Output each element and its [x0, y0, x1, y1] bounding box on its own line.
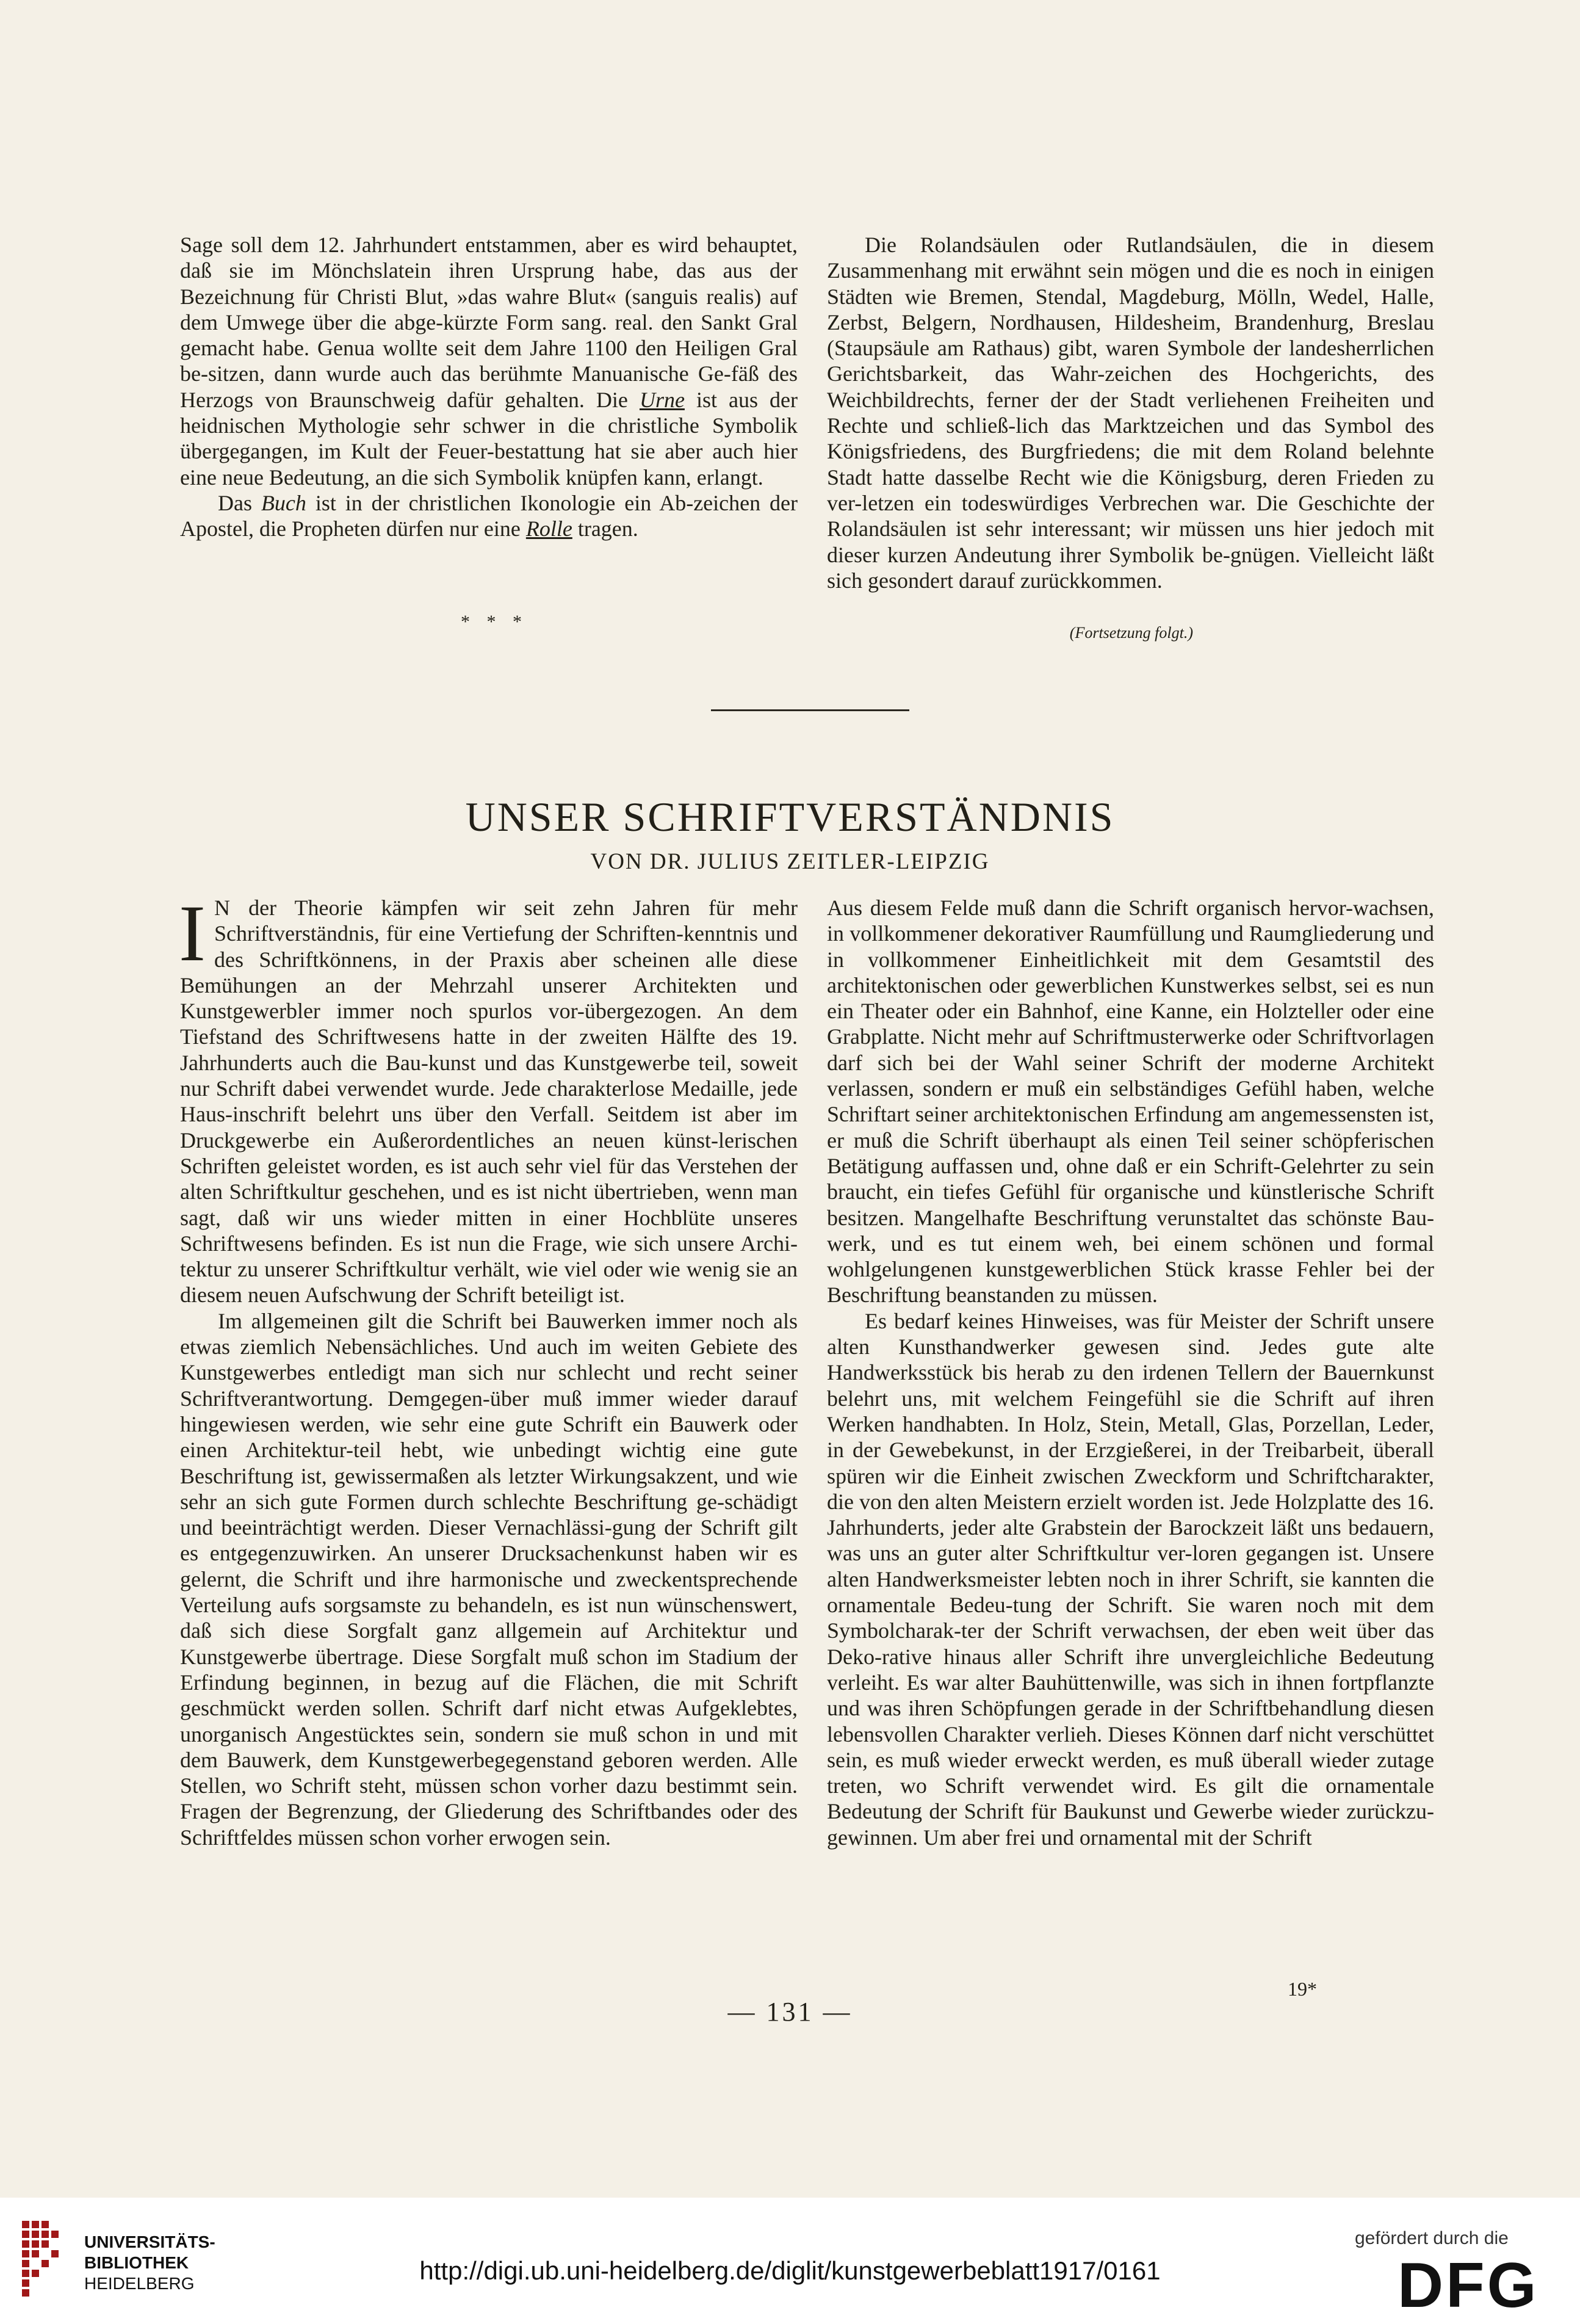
paragraph: Das Buch ist in der christlichen Ikonologie ein Ab-zeichen der Apostel, die Propheten dürfen nur eine Rolle tragen.: [180, 490, 798, 541]
dfg-logo: DFG: [1398, 2250, 1539, 2321]
previous-article-right-column: [827, 232, 1434, 593]
permalink-url[interactable]: http://digi.ub.uni-heidelberg.de/diglit/kunstgewerbeblatt1917/0161: [419, 2256, 1161, 2285]
previous-article-left-column: [180, 232, 798, 542]
paragraph: Im allgemeinen gilt die Schrift bei Bauwerken immer noch als etwas ziemlich Nebensächliches. Und auch im weiten Gebiete des Kunstgewerbes entledigt man sich nur schlecht und recht seiner Schriftverantwortung. Demgegen-über muß immer wieder darauf hingewiesen werden, wie sehr eine gute Schrift ein Bauwerk oder einen Architektur-teil hebt, wie unbedingt wichtig eine gute Beschriftung ist, gewissermaßen als letzter Wirkungsakzent, und wie sehr an sich gute Formen durch schlechte Beschriftung ge-schädigt und beeinträchtigt werden. Dieser Vernachlässi-gung der Schrift gilt es entgegenzuwirken. An unserer Drucksachenkunst haben wir es gelernt, die Schrift und ihre harmonische und zweckentsprechende Verteilung aufs sorgsamste zu behandeln, es ist nun wünschenswert, daß sich diese Sorgfalt ganz allgemein auf Architektur und Kunstgewerbe übertrage. Diese Sorgfalt muß schon im Stadium der Erfindung beginnen, in bezug auf die Flächen, die mit Schrift geschmückt werden sollen. Schrift darf nicht etwas Aufgeklebtes, unorganisch Angestücktes sein, sondern sie muß schon in und mit dem Bauwerk, dem Kunstgewerbegegenstand geboren werden. Alle Stellen, wo Schrift steht, müssen schon vorher dazu bestimmt sein. Fragen der Begrenzung, der Gliederung des Schriftbandes oder des Schriftfeldes müssen schon vorher erwogen sein.: [180, 1308, 798, 1850]
asterism-divider: * * *: [461, 612, 528, 632]
article-right-column: [827, 895, 1434, 1850]
drop-cap: I: [179, 888, 206, 978]
emphasis-buch: Buch: [261, 490, 306, 515]
article-title: UNSER SCHRIFTVERSTÄNDNIS: [465, 794, 1115, 840]
footer-bar: [0, 2198, 1580, 2324]
funding-label: gefördert durch die: [1355, 2228, 1509, 2248]
paragraph: Es bedarf keines Hinweises, was für Meister der Schrift unsere alten Kunsthandwerker gewesen sind. Jedes gute alte Handwerksstück bis herab zu den irdenen Tellern der Bauernkunst belehrt uns, mit welchem Feingefühl sie die Schrift auf ihren Werken handhabten. In Holz, Stein, Metall, Glas, Porzellan, Leder, in der Gewebekunst, in der Erzgießerei, in der Treibarbeit, überall spüren wir die Einheit zwischen Zweckform und Schriftcharakter, die von den alten Meistern erzielt worden ist. Jede Holzplatte des 16. Jahrhunderts, jeder alte Grabstein der Barockzeit läßt uns bedauern, was uns an guter alter Schriftkultur ver-loren gegangen ist. Unsere alten Handwerksmeister lebten noch in ihrer Schrift, sie kannten die ornamentale Bedeu-tung der Schrift. Sie waren noch mit dem Symbolcharak-ter der Schrift verwachsen, der eben weit über das Deko-rative hinaus aller Schrift ihre unvergleichliche Bedeutung verleiht. Es war alter Bauhüttenwille, was sich in ihnen fortpflanzte und was ihren Schöpfungen gerade in der Schriftbehandlung diesen lebensvollen Charakter verlieh. Dieses Können darf nicht verschüttet sein, es muß wieder erweckt werden, es muß überall wieder zutage treten, wo Schrift verwendet wird. Es gilt die ornamentale Bedeutung der Schrift für Baukunst und Gewerbe wieder zurückzu-gewinnen. Um aber frei und ornamental mit der Schrift: [827, 1308, 1434, 1850]
paragraph: Die Rolandsäulen oder Rutlandsäulen, die in diesem Zusammenhang mit erwähnt sein mögen und die es noch in einigen Städten wie Bremen, Stendal, Magdeburg, Mölln, Wedel, Halle, Zerbst, Belgern, Nordhausen, Hildesheim, Brandenhurg, Breslau (Staupsäule am Rathaus) gibt, waren Symbole der landesherrlichen Gerichtsbarkeit, das Wahr-zeichen des Hochgerichts, des Weichbildrechts, ferner der der Stadt verliehenen Freiheiten und Rechte und schließ-lich das Marktzeichen und das Symbol des Königsfriedens, des Burgfriedens; die mit dem Roland belehnte Stadt hatte dasselbe Recht wie die Königsburg, deren Frieden zu ver-letzen ein todeswürdiges Verbrechen war. Die Geschichte der Rolandsäulen ist sehr interessant; wir müssen uns hier jedoch mit dieser kurzen Andeutung ihrer Symbolik be-gnügen. Vielleicht läßt sich gesondert darauf zurückkommen.: [827, 233, 1434, 593]
article-byline: VON DR. JULIUS ZEITLER-LEIPZIG: [590, 849, 990, 874]
article-left-column: [179, 888, 798, 1850]
section-divider-rule: [711, 709, 909, 711]
university-library-name: UNIVERSITÄTS- BIBLIOTHEK HEIDELBERG: [84, 2232, 215, 2293]
page-number: — 131 —: [727, 1997, 853, 2027]
continued-note: (Fortsetzung folgt.): [1069, 624, 1193, 642]
paragraph: Aus diesem Felde muß dann die Schrift organisch hervor-wachsen, in vollkommener dekorativer Raumfüllung und Raumgliederung und in vollkommener Einheitlichkeit mit dem Gesamtstil des architektonischen oder gewerblichen Kunstwerkes selbst, sei es nun ein Theater oder ein Bahnhof, eine Kanne, ein Holzteller oder eine Grabplatte. Nicht mehr auf Schriftmusterwerke oder Schriftvorlagen darf sich bei der Wahl seiner Schrift der moderne Architekt verlassen, sondern er muß ein selbständiges Gefühl haben, welche Schriftart seiner architektonischen Erfindung am angemessensten ist, er muß die Schrift überhaupt als einen Teil seiner schöpferischen Betätigung auffassen und, ohne daß er ein Schrift-Gelehrter zu sein braucht, ein tiefes Gefühl für organische und künstlerische Schrift besitzen. Mangelhafte Beschriftung verunstaltet das schönste Bau-werk, und es tut einem weh, bei einem schönen und formal wohlgelungenen kunstgewerblichen Stück krasse Fehler bei der Beschriftung beanstanden zu müssen.: [827, 896, 1434, 1308]
printer-signature-mark: 19*: [1288, 1978, 1317, 2000]
paragraph: I N der Theorie kämpfen wir seit zehn Jahren für mehr Schriftverständnis, für eine Vertiefung der Schriften-kenntnis und des Schriftkönnens, in der Praxis aber scheinen alle diese Bemühungen an der Mehrzahl unserer Architekten und Kunstgewerbler immer noch spurlos vor-übergezogen. An dem Tiefstand des Schriftwesens hatte in der zweiten Hälfte des 19. Jahrhunderts auch die Bau-kunst und das Kunstgewerbe teil, soweit nur Schrift dabei verwendet wurde. Jede charakterlose Medaille, jede Haus-inschrift belehrt uns über den Verfall. Seitdem ist aber im Druckgewerbe ein Außerordentliches an neuen künst-lerischen Schriften geleistet worden, es ist auch sehr viel für das Verstehen der alten Schriftkultur geschehen, und es ist nicht übertrieben, wenn man sagt, daß wir uns wieder mitten in einer Hochblüte unseres Schriftwesens befinden. Es ist nun die Frage, wie sich unsere Archi-tektur zu unserer Schriftkultur verhält, wie viel oder wie wenig sie an diesem neuen Aufschwung der Schrift beteiligt ist.: [179, 888, 798, 1308]
emphasis-rolle: Rolle: [525, 516, 572, 541]
paragraph: Sage soll dem 12. Jahrhundert entstammen, aber es wird behauptet, daß sie im Mönchslatein ihren Ursprung habe, das aus der Bezeichnung für Christi Blut, »das wahre Blut« (sanguis realis) auf dem Umwege über die abge-kürzte Form sang. real. den Sankt Gral gemacht habe. Genua wollte seit dem Jahre 1100 den Heiligen Gral be-sitzen, dann wurde auch das berühmte Manuanische Ge-fäß des Herzogs von Braunschweig dafür gehalten. Die Urne ist aus der heidnischen Mythologie sehr schwer in die christliche Symbolik übergegangen, im Kult der Feuer-bestattung hat sie aber auch hier eine neue Bedeutung, an die sich Symbolik knüpfen kann, erlangt.: [180, 233, 798, 490]
emphasis-urne: Urne: [639, 387, 685, 412]
